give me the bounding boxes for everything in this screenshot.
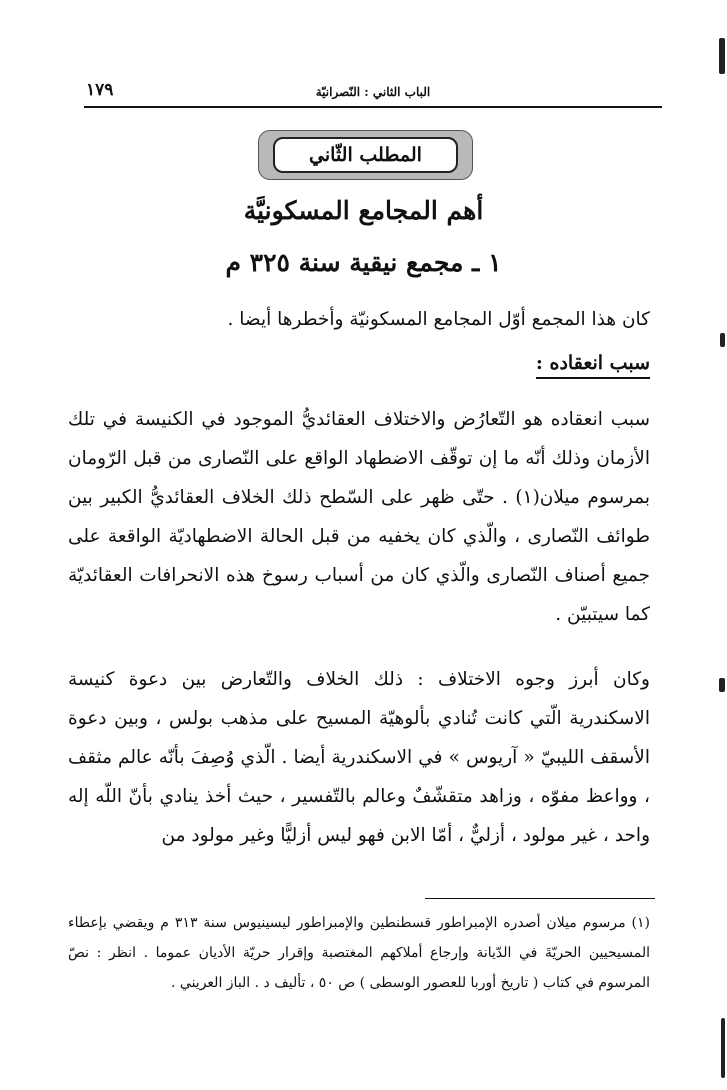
intro-paragraph: كان هذا المجمع أوّل المجامع المسكونيّة وأخطرها أيضا . — [227, 309, 650, 330]
running-header — [84, 80, 662, 108]
footnote: (١) مرسوم ميلان أصدره الإمبراطور قسطنطين والإمبراطور ليسينيوس سنة ٣١٣ م ويقضي بإعطاء المسيحيين الحريّةَ في الدّيانة وإرجاع أملاكهم المغتصبة وإقرار حريّة الأديان عموما . انظر : نصّ المرسوم في كتاب ( تاريخ أوربا للعصور الوسطى ) ص ٥٠ ، تأليف د . الباز العريني . — [68, 915, 650, 991]
main-heading: أهم المجامع المسكونيَّة — [243, 196, 484, 225]
reason-heading: سبب انعقاده : — [536, 352, 650, 379]
body-paragraph-2: وكان أبرز وجوه الاختلاف : ذلك الخلاف والتّعارض بين دعوة كنيسة الاسكندرية الّتي كانت تُنادي بألوهيّة المسيح على مذهب بولس ، وبين دعوة الأسقف الليبيّ « آريوس » في الاسكندرية أيضا . الّذي وُصِفَ بأنّه عالم مثقف ، وواعظ مفوّه ، وزاهد متقشّفٌ وعالم بالتّفسير ، حيث أخذ ينادي بأنّ اللّه إله واحد ، غير مولود ، أزليٌّ ، أمّا الابن فهو ليس أزليًّا وغير مولود من — [68, 669, 650, 846]
scan-edge-mark — [721, 1018, 725, 1078]
scan-edge-mark — [719, 38, 725, 74]
section-label-inner-frame — [273, 137, 458, 173]
scan-edge-mark — [720, 333, 725, 347]
chapter-title: الباب الثاني : النّصرانيّة — [315, 85, 431, 99]
scan-edge-mark — [719, 678, 725, 692]
body-paragraph-1: سبب انعقاده هو التّعارُض والاختلاف العقائديُّ الموجود في الكنيسة في تلك الأزمان وذلك أنّه ما إن توقّف الاضطهاد الواقع على النّصارى من قبل الرّومان بمرسوم ميلان(١) . حتّى ظهر على السّطح ذلك الخلاف العقائديُّ الكبير بين طوائف النّصارى ، والّذي كان يخفيه من قبل الحالة الاضطهاديّة الواقعة على جميع أصناف النّصارى والّذي كان من أسباب رسوخ هذه الانحرافات العقائديّة كما سيتبيّن . — [68, 409, 650, 625]
page-number: ١٧٩ — [86, 80, 114, 100]
section-label: المطلب الثّاني — [309, 144, 422, 166]
section-label-frame — [258, 130, 473, 180]
sub-heading: ١ ـ مجمع نيقية سنة ٣٢٥ م — [225, 248, 502, 277]
footnote-divider — [425, 898, 655, 899]
